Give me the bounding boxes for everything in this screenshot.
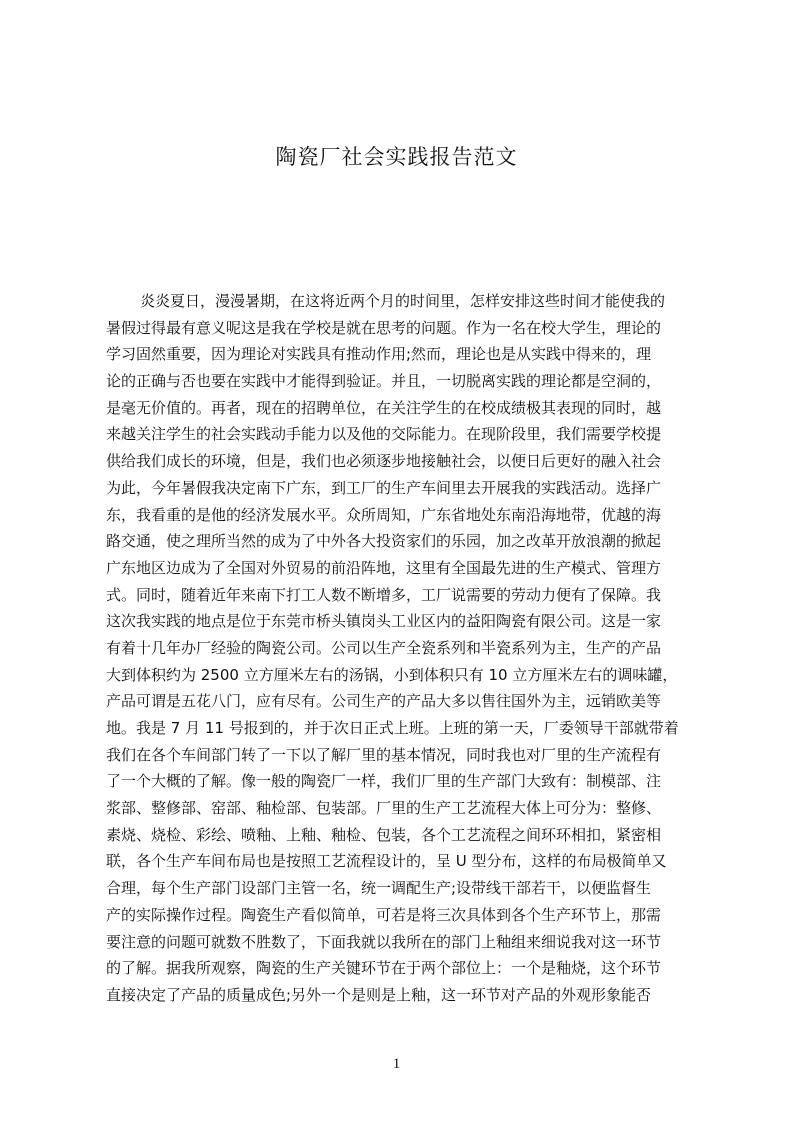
body-line: 是毫无价值的。再者，现在的招聘单位，在关注学生的在校成绩极其表现的同时，越 [106,398,662,417]
body-line: 我们在各个车间部门转了一下以了解厂里的基本情况，同时我也对厂里的生产流程有 [106,745,662,764]
document-body [106,288,700,1009]
page-number: 1 [392,1056,401,1072]
body-line: 为此，今年暑假我决定南下广东，到工厂的生产车间里去开展我的实践活动。选择广 [106,478,662,497]
body-line: 要注意的问题可就数不胜数了，下面我就以我所在的部门上釉组来细说我对这一环节 [106,932,662,951]
document-title: 陶瓷厂社会实践报告范文 [275,145,518,169]
body-line: 素烧、烧检、彩绘、喷釉、上釉、釉检、包装，各个工艺流程之间环环相扣，紧密相 [106,825,662,844]
body-line: 了一个大概的了解。像一般的陶瓷厂一样，我们厂里的生产部门大致有：制模部、注 [106,772,662,791]
body-line: 炎炎夏日，漫漫暑期，在这将近两个月的时间里，怎样安排这些时间才能使我的 [140,292,666,310]
body-line: 论的正确与否也要在实践中才能得到验证。并且，一切脱离实践的理论都是空洞的， [106,372,662,391]
body-line: 广东地区边成为了全国对外贸易的前沿阵地，这里有全国最先进的生产模式、管理方 [106,558,662,577]
body-line: 大到体积约为 2500 立方厘米左右的汤锅，小到体积只有 10 立方厘米左右的调味罐， [106,665,678,684]
body-line: 的了解。据我所观察，陶瓷的生产关键环节在于两个部位上：一个是釉烧，这个环节 [106,959,662,978]
body-line: 来越关注学生的社会实践动手能力以及他的交际能力。在现阶段里，我们需要学校提 [106,425,662,444]
body-line: 直接决定了产品的质量成色;另外一个是则是上釉，这一环节对产品的外观形象能否 [106,985,652,1004]
body-line: 学习固然重要，因为理论对实践具有推动作用;然而，理论也是从实践中得来的，理 [106,345,652,364]
body-line: 联，各个生产车间布局也是按照工艺流程设计的，呈 U 型分布，这样的布局极简单又 [106,852,667,871]
body-line: 地。我是 7 月 11 号报到的，并于次日正式上班。上班的第一天，厂委领导干部就带着 [106,719,679,737]
body-line: 浆部、整修部、窑部、釉检部、包装部。厂里的生产工艺流程大体上可分为：整修、 [106,799,662,818]
body-line: 产的实际操作过程。陶瓷生产看似简单，可若是将三次具体到各个生产环节上，那需 [106,905,662,924]
body-line: 合理，每个生产部门设部门主管一名，统一调配生产;设带线干部若干，以便监督生 [106,879,652,898]
body-line: 东，我看重的是他的经济发展水平。众所周知，广东省地处东南沿海地带，优越的海 [106,505,662,524]
body-line: 产品可谓是五花八门，应有尽有。公司生产的产品大多以售往国外为主，远销欧美等 [106,692,662,711]
body-line: 有着十几年办厂经验的陶瓷公司。公司以生产全瓷系列和半瓷系列为主，生产的产品 [106,638,662,657]
body-line: 路交通，使之理所当然的成为了中外各大投资家们的乐园，加之改革开放浪潮的掀起 [106,532,662,551]
body-line: 暑假过得最有意义呢这是我在学校是就在思考的问题。作为一名在校大学生，理论的 [106,318,662,337]
body-line: 这次我实践的地点是位于东莞市桥头镇岗头工业区内的益阳陶瓷有限公司。这是一家 [106,612,662,631]
body-line: 供给我们成长的环境，但是，我们也必须逐步地接触社会，以便日后更好的融入社会 [106,452,662,471]
body-line: 式。同时，随着近年来南下打工人数不断增多，工厂说需要的劳动力便有了保障。我 [106,585,662,604]
